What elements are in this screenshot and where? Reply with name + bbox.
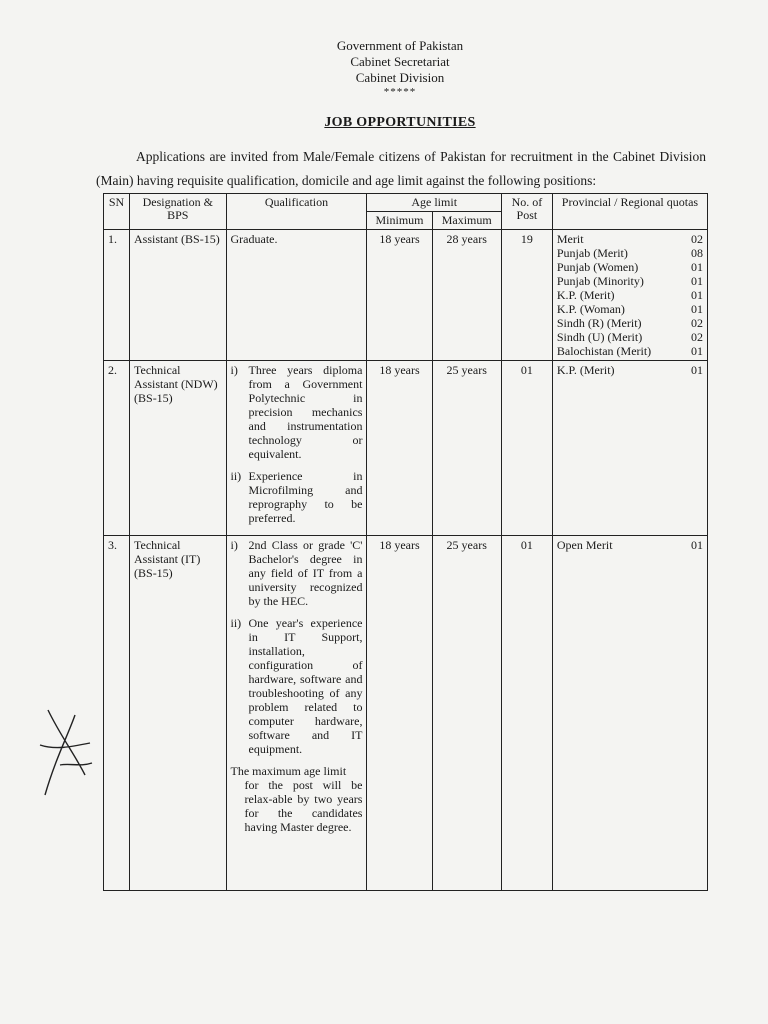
row-quotas (552, 536, 707, 891)
header-no-of-post: No. of Post (501, 194, 552, 230)
item-text: Experience in Microfilming and reprography to be preferred. (248, 469, 363, 525)
quota-count: 01 (691, 363, 703, 377)
quota-count: 08 (691, 246, 703, 260)
quota-name: Balochistan (Merit) (556, 344, 652, 358)
item-number: i) (230, 538, 238, 552)
row-designation: Assistant (BS-15) (130, 230, 227, 361)
table-row (104, 230, 708, 361)
row-sn: 3. (104, 536, 130, 891)
letterhead (230, 38, 570, 98)
quota-count: 02 (691, 330, 703, 344)
table-header-row (104, 194, 708, 212)
quota-count: 02 (691, 232, 703, 246)
row-min-age: 18 years (367, 536, 432, 891)
item-text: Three years diploma from a Government Polytechnic in precision mechanics and instrumentation technology or equivalent. (248, 363, 363, 461)
header-minimum: Minimum (367, 212, 432, 230)
row-max-age: 28 years (432, 230, 501, 361)
note-first-line: The maximum age limit (230, 764, 347, 778)
quota-name: K.P. (Merit) (556, 288, 615, 302)
quota-count: 01 (691, 538, 703, 552)
quota-name: Punjab (Merit) (556, 246, 628, 260)
quota-item (557, 288, 703, 302)
quota-count: 01 (691, 302, 703, 316)
row-min-age: 18 years (367, 361, 432, 536)
row-qualification: Graduate. (226, 230, 367, 361)
row-sn: 2. (104, 361, 130, 536)
qualification-item (231, 616, 363, 756)
quota-count: 02 (691, 316, 703, 330)
header-stars: ***** (383, 86, 417, 98)
header-division: Cabinet Division (355, 70, 445, 85)
quota-item (557, 302, 703, 316)
row-posts: 01 (501, 536, 552, 891)
row-max-age: 25 years (432, 536, 501, 891)
quota-item (557, 344, 703, 358)
signature-mark (30, 705, 100, 805)
header-qualification: Qualification (226, 194, 367, 230)
row-designation: Technical Assistant (NDW) (BS-15) (130, 361, 227, 536)
quota-count: 01 (691, 260, 703, 274)
qualification-item (231, 469, 363, 525)
age-relaxation-note (231, 764, 363, 834)
quota-item (557, 538, 703, 552)
item-text: 2nd Class or grade 'C' Bachelor's degree in any field of IT from a university recognized by the HEC. (248, 538, 363, 608)
header-maximum: Maximum (432, 212, 501, 230)
quota-count: 01 (691, 344, 703, 358)
qualification-item (231, 538, 363, 608)
quota-item (557, 232, 703, 246)
row-qualification (226, 536, 367, 891)
intro-paragraph (96, 145, 706, 193)
quota-name: Punjab (Minority) (556, 274, 644, 288)
positions-table (103, 193, 708, 891)
quota-item (557, 330, 703, 344)
item-text: One year's experience in IT Support, installation, configuration of hardware, software and troubleshooting of any problem related to computer hardware, software and IT equipment. (248, 616, 363, 756)
note-rest: for the post will be relax-able by two years for the candidates having Master degree. (244, 778, 363, 834)
item-number: i) (230, 363, 238, 377)
row-qualification (226, 361, 367, 536)
row-min-age: 18 years (367, 230, 432, 361)
quota-name: Merit (556, 232, 584, 246)
quota-name: Sindh (R) (Merit) (556, 316, 642, 330)
header-quotas: Provincial / Regional quotas (552, 194, 707, 230)
row-posts: 19 (501, 230, 552, 361)
quota-name: K.P. (Merit) (556, 363, 615, 377)
intro-text: Applications are invited from Male/Female citizens of Pakistan for recruitment in the Cabinet Division (Main) having requisite qualification, domicile and age limit against the following positions: (96, 149, 706, 188)
row-posts: 01 (501, 361, 552, 536)
row-sn: 1. (104, 230, 130, 361)
header-sn: SN (104, 194, 130, 230)
quota-item (557, 260, 703, 274)
header-government: Government of Pakistan (336, 38, 464, 53)
quota-name: Sindh (U) (Merit) (556, 330, 643, 344)
row-quotas (552, 361, 707, 536)
quota-count: 01 (691, 274, 703, 288)
qualification-item (231, 363, 363, 461)
row-designation: Technical Assistant (IT) (BS-15) (130, 536, 227, 891)
row-quotas (552, 230, 707, 361)
item-number: ii) (230, 616, 242, 630)
quota-item (557, 274, 703, 288)
header-designation: Designation & BPS (130, 194, 227, 230)
table-row (104, 361, 708, 536)
header-age-limit: Age limit (367, 194, 501, 212)
quota-name: Punjab (Women) (556, 260, 639, 274)
quota-name: K.P. (Woman) (556, 302, 625, 316)
header-secretariat: Cabinet Secretariat (350, 54, 450, 69)
quota-name: Open Merit (556, 538, 613, 552)
page-title: JOB OPPORTUNITIES (324, 115, 476, 130)
quota-item (557, 246, 703, 260)
quota-item (557, 316, 703, 330)
row-max-age: 25 years (432, 361, 501, 536)
quota-count: 01 (691, 288, 703, 302)
quota-item (557, 363, 703, 377)
item-number: ii) (230, 469, 242, 483)
table-row (104, 536, 708, 891)
